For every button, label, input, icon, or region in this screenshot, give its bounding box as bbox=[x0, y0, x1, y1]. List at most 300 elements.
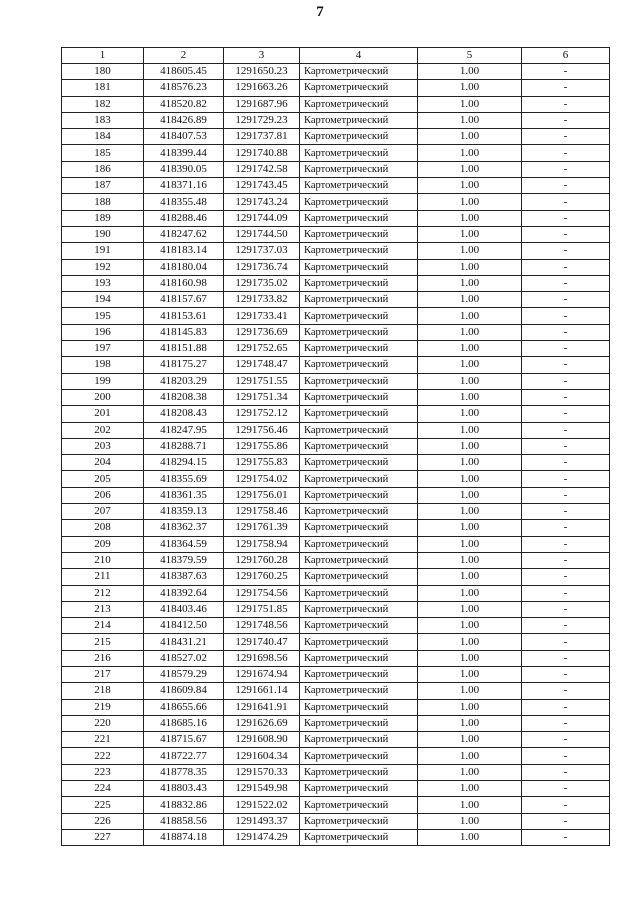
method-cell: Картометрический bbox=[300, 112, 418, 128]
table-row bbox=[62, 715, 610, 731]
y-coordinate-cell: 1291751.85 bbox=[224, 601, 300, 617]
point-number-cell: 214 bbox=[62, 618, 144, 634]
note-cell: - bbox=[522, 455, 610, 471]
table-row bbox=[62, 373, 610, 389]
method-cell: Картометрический bbox=[300, 129, 418, 145]
precision-cell: 1.00 bbox=[418, 226, 522, 242]
table-row bbox=[62, 178, 610, 194]
point-number-cell: 197 bbox=[62, 341, 144, 357]
point-number-cell: 221 bbox=[62, 732, 144, 748]
method-cell: Картометрический bbox=[300, 178, 418, 194]
y-coordinate-cell: 1291687.96 bbox=[224, 96, 300, 112]
method-cell: Картометрический bbox=[300, 683, 418, 699]
note-cell: - bbox=[522, 406, 610, 422]
precision-cell: 1.00 bbox=[418, 292, 522, 308]
table-row bbox=[62, 797, 610, 813]
point-number-cell: 183 bbox=[62, 112, 144, 128]
x-coordinate-cell: 418874.18 bbox=[144, 829, 224, 845]
precision-cell: 1.00 bbox=[418, 357, 522, 373]
point-number-cell: 215 bbox=[62, 634, 144, 650]
x-coordinate-cell: 418778.35 bbox=[144, 764, 224, 780]
table-row bbox=[62, 455, 610, 471]
table-row bbox=[62, 601, 610, 617]
column-header: 2 bbox=[144, 48, 224, 64]
table-row bbox=[62, 406, 610, 422]
x-coordinate-cell: 418288.71 bbox=[144, 438, 224, 454]
method-cell: Картометрический bbox=[300, 389, 418, 405]
table-row bbox=[62, 243, 610, 259]
point-number-cell: 190 bbox=[62, 226, 144, 242]
precision-cell: 1.00 bbox=[418, 650, 522, 666]
point-number-cell: 189 bbox=[62, 210, 144, 226]
note-cell: - bbox=[522, 715, 610, 731]
method-cell: Картометрический bbox=[300, 226, 418, 242]
precision-cell: 1.00 bbox=[418, 504, 522, 520]
note-cell: - bbox=[522, 699, 610, 715]
table-row bbox=[62, 585, 610, 601]
note-cell: - bbox=[522, 748, 610, 764]
method-cell: Картометрический bbox=[300, 275, 418, 291]
table-row bbox=[62, 732, 610, 748]
y-coordinate-cell: 1291748.47 bbox=[224, 357, 300, 373]
point-number-cell: 223 bbox=[62, 764, 144, 780]
x-coordinate-cell: 418371.16 bbox=[144, 178, 224, 194]
method-cell: Картометрический bbox=[300, 357, 418, 373]
x-coordinate-cell: 418803.43 bbox=[144, 781, 224, 797]
y-coordinate-cell: 1291737.81 bbox=[224, 129, 300, 145]
note-cell: - bbox=[522, 569, 610, 585]
precision-cell: 1.00 bbox=[418, 569, 522, 585]
note-cell: - bbox=[522, 145, 610, 161]
y-coordinate-cell: 1291755.86 bbox=[224, 438, 300, 454]
precision-cell: 1.00 bbox=[418, 683, 522, 699]
point-number-cell: 204 bbox=[62, 455, 144, 471]
y-coordinate-cell: 1291608.90 bbox=[224, 732, 300, 748]
note-cell: - bbox=[522, 536, 610, 552]
y-coordinate-cell: 1291737.03 bbox=[224, 243, 300, 259]
y-coordinate-cell: 1291743.24 bbox=[224, 194, 300, 210]
precision-cell: 1.00 bbox=[418, 112, 522, 128]
table-row bbox=[62, 471, 610, 487]
table-row bbox=[62, 422, 610, 438]
precision-cell: 1.00 bbox=[418, 210, 522, 226]
method-cell: Картометрический bbox=[300, 552, 418, 568]
x-coordinate-cell: 418715.67 bbox=[144, 732, 224, 748]
table-row bbox=[62, 64, 610, 80]
method-cell: Картометрический bbox=[300, 764, 418, 780]
point-number-cell: 216 bbox=[62, 650, 144, 666]
y-coordinate-cell: 1291760.28 bbox=[224, 552, 300, 568]
note-cell: - bbox=[522, 373, 610, 389]
x-coordinate-cell: 418655.66 bbox=[144, 699, 224, 715]
x-coordinate-cell: 418247.95 bbox=[144, 422, 224, 438]
note-cell: - bbox=[522, 226, 610, 242]
table-row bbox=[62, 699, 610, 715]
note-cell: - bbox=[522, 341, 610, 357]
table-row bbox=[62, 129, 610, 145]
note-cell: - bbox=[522, 634, 610, 650]
point-number-cell: 181 bbox=[62, 80, 144, 96]
method-cell: Картометрический bbox=[300, 455, 418, 471]
x-coordinate-cell: 418412.50 bbox=[144, 618, 224, 634]
method-cell: Картометрический bbox=[300, 569, 418, 585]
table-row bbox=[62, 259, 610, 275]
x-coordinate-cell: 418403.46 bbox=[144, 601, 224, 617]
x-coordinate-cell: 418151.88 bbox=[144, 341, 224, 357]
method-cell: Картометрический bbox=[300, 732, 418, 748]
method-cell: Картометрический bbox=[300, 829, 418, 845]
x-coordinate-cell: 418399.44 bbox=[144, 145, 224, 161]
method-cell: Картометрический bbox=[300, 80, 418, 96]
precision-cell: 1.00 bbox=[418, 178, 522, 194]
precision-cell: 1.00 bbox=[418, 308, 522, 324]
table-row bbox=[62, 748, 610, 764]
note-cell: - bbox=[522, 308, 610, 324]
x-coordinate-cell: 418247.62 bbox=[144, 226, 224, 242]
point-number-cell: 201 bbox=[62, 406, 144, 422]
precision-cell: 1.00 bbox=[418, 797, 522, 813]
method-cell: Картометрический bbox=[300, 471, 418, 487]
table-row bbox=[62, 308, 610, 324]
note-cell: - bbox=[522, 666, 610, 682]
note-cell: - bbox=[522, 422, 610, 438]
table-row bbox=[62, 112, 610, 128]
precision-cell: 1.00 bbox=[418, 145, 522, 161]
precision-cell: 1.00 bbox=[418, 536, 522, 552]
x-coordinate-cell: 418392.64 bbox=[144, 585, 224, 601]
note-cell: - bbox=[522, 732, 610, 748]
x-coordinate-cell: 418180.04 bbox=[144, 259, 224, 275]
point-number-cell: 225 bbox=[62, 797, 144, 813]
point-number-cell: 188 bbox=[62, 194, 144, 210]
y-coordinate-cell: 1291758.46 bbox=[224, 504, 300, 520]
note-cell: - bbox=[522, 829, 610, 845]
y-coordinate-cell: 1291474.29 bbox=[224, 829, 300, 845]
note-cell: - bbox=[522, 650, 610, 666]
method-cell: Картометрический bbox=[300, 601, 418, 617]
y-coordinate-cell: 1291742.58 bbox=[224, 161, 300, 177]
x-coordinate-cell: 418208.43 bbox=[144, 406, 224, 422]
point-number-cell: 184 bbox=[62, 129, 144, 145]
note-cell: - bbox=[522, 243, 610, 259]
y-coordinate-cell: 1291729.23 bbox=[224, 112, 300, 128]
table-row bbox=[62, 96, 610, 112]
x-coordinate-cell: 418203.29 bbox=[144, 373, 224, 389]
method-cell: Картометрический bbox=[300, 243, 418, 259]
point-number-cell: 224 bbox=[62, 781, 144, 797]
note-cell: - bbox=[522, 292, 610, 308]
note-cell: - bbox=[522, 520, 610, 536]
table-row bbox=[62, 666, 610, 682]
x-coordinate-cell: 418145.83 bbox=[144, 324, 224, 340]
method-cell: Картометрический bbox=[300, 813, 418, 829]
note-cell: - bbox=[522, 504, 610, 520]
column-header: 5 bbox=[418, 48, 522, 64]
x-coordinate-cell: 418390.05 bbox=[144, 161, 224, 177]
method-cell: Картометрический bbox=[300, 634, 418, 650]
y-coordinate-cell: 1291748.56 bbox=[224, 618, 300, 634]
precision-cell: 1.00 bbox=[418, 634, 522, 650]
precision-cell: 1.00 bbox=[418, 96, 522, 112]
y-coordinate-cell: 1291740.47 bbox=[224, 634, 300, 650]
point-number-cell: 218 bbox=[62, 683, 144, 699]
precision-cell: 1.00 bbox=[418, 585, 522, 601]
method-cell: Картометрический bbox=[300, 666, 418, 682]
y-coordinate-cell: 1291733.41 bbox=[224, 308, 300, 324]
point-number-cell: 191 bbox=[62, 243, 144, 259]
y-coordinate-cell: 1291674.94 bbox=[224, 666, 300, 682]
point-number-cell: 200 bbox=[62, 389, 144, 405]
method-cell: Картометрический bbox=[300, 422, 418, 438]
table-row bbox=[62, 618, 610, 634]
column-header: 3 bbox=[224, 48, 300, 64]
point-number-cell: 206 bbox=[62, 487, 144, 503]
method-cell: Картометрический bbox=[300, 748, 418, 764]
method-cell: Картометрический bbox=[300, 585, 418, 601]
table-row bbox=[62, 683, 610, 699]
table-row bbox=[62, 357, 610, 373]
x-coordinate-cell: 418858.56 bbox=[144, 813, 224, 829]
precision-cell: 1.00 bbox=[418, 601, 522, 617]
page-number: 7 bbox=[316, 4, 324, 20]
note-cell: - bbox=[522, 552, 610, 568]
method-cell: Картометрический bbox=[300, 699, 418, 715]
point-number-cell: 196 bbox=[62, 324, 144, 340]
y-coordinate-cell: 1291736.69 bbox=[224, 324, 300, 340]
point-number-cell: 227 bbox=[62, 829, 144, 845]
method-cell: Картометрический bbox=[300, 96, 418, 112]
y-coordinate-cell: 1291661.14 bbox=[224, 683, 300, 699]
point-number-cell: 210 bbox=[62, 552, 144, 568]
table-row bbox=[62, 569, 610, 585]
y-coordinate-cell: 1291754.56 bbox=[224, 585, 300, 601]
y-coordinate-cell: 1291752.12 bbox=[224, 406, 300, 422]
precision-cell: 1.00 bbox=[418, 471, 522, 487]
table-row bbox=[62, 324, 610, 340]
y-coordinate-cell: 1291522.02 bbox=[224, 797, 300, 813]
y-coordinate-cell: 1291663.26 bbox=[224, 80, 300, 96]
method-cell: Картометрический bbox=[300, 308, 418, 324]
precision-cell: 1.00 bbox=[418, 552, 522, 568]
y-coordinate-cell: 1291755.83 bbox=[224, 455, 300, 471]
table-row bbox=[62, 389, 610, 405]
precision-cell: 1.00 bbox=[418, 129, 522, 145]
table-row bbox=[62, 504, 610, 520]
method-cell: Картометрический bbox=[300, 210, 418, 226]
method-cell: Картометрический bbox=[300, 259, 418, 275]
method-cell: Картометрический bbox=[300, 64, 418, 80]
precision-cell: 1.00 bbox=[418, 455, 522, 471]
note-cell: - bbox=[522, 585, 610, 601]
y-coordinate-cell: 1291641.91 bbox=[224, 699, 300, 715]
method-cell: Картометрический bbox=[300, 618, 418, 634]
point-number-cell: 213 bbox=[62, 601, 144, 617]
note-cell: - bbox=[522, 64, 610, 80]
point-number-cell: 199 bbox=[62, 373, 144, 389]
note-cell: - bbox=[522, 683, 610, 699]
column-header: 1 bbox=[62, 48, 144, 64]
precision-cell: 1.00 bbox=[418, 666, 522, 682]
x-coordinate-cell: 418355.69 bbox=[144, 471, 224, 487]
precision-cell: 1.00 bbox=[418, 259, 522, 275]
point-number-cell: 220 bbox=[62, 715, 144, 731]
method-cell: Картометрический bbox=[300, 324, 418, 340]
x-coordinate-cell: 418379.59 bbox=[144, 552, 224, 568]
point-number-cell: 194 bbox=[62, 292, 144, 308]
note-cell: - bbox=[522, 96, 610, 112]
note-cell: - bbox=[522, 210, 610, 226]
precision-cell: 1.00 bbox=[418, 813, 522, 829]
table-row bbox=[62, 813, 610, 829]
method-cell: Картометрический bbox=[300, 520, 418, 536]
method-cell: Картометрический bbox=[300, 715, 418, 731]
x-coordinate-cell: 418527.02 bbox=[144, 650, 224, 666]
y-coordinate-cell: 1291752.65 bbox=[224, 341, 300, 357]
note-cell: - bbox=[522, 781, 610, 797]
y-coordinate-cell: 1291751.55 bbox=[224, 373, 300, 389]
method-cell: Картометрический bbox=[300, 781, 418, 797]
y-coordinate-cell: 1291549.98 bbox=[224, 781, 300, 797]
note-cell: - bbox=[522, 438, 610, 454]
note-cell: - bbox=[522, 618, 610, 634]
table-row bbox=[62, 552, 610, 568]
precision-cell: 1.00 bbox=[418, 520, 522, 536]
point-number-cell: 209 bbox=[62, 536, 144, 552]
method-cell: Картометрический bbox=[300, 194, 418, 210]
note-cell: - bbox=[522, 797, 610, 813]
point-number-cell: 198 bbox=[62, 357, 144, 373]
y-coordinate-cell: 1291744.09 bbox=[224, 210, 300, 226]
x-coordinate-cell: 418361.35 bbox=[144, 487, 224, 503]
method-cell: Картометрический bbox=[300, 161, 418, 177]
x-coordinate-cell: 418294.15 bbox=[144, 455, 224, 471]
point-number-cell: 185 bbox=[62, 145, 144, 161]
method-cell: Картометрический bbox=[300, 438, 418, 454]
note-cell: - bbox=[522, 275, 610, 291]
note-cell: - bbox=[522, 487, 610, 503]
table-row bbox=[62, 275, 610, 291]
table-row bbox=[62, 520, 610, 536]
table-body bbox=[62, 48, 610, 846]
method-cell: Картометрический bbox=[300, 292, 418, 308]
method-cell: Картометрический bbox=[300, 797, 418, 813]
y-coordinate-cell: 1291754.02 bbox=[224, 471, 300, 487]
note-cell: - bbox=[522, 194, 610, 210]
point-number-cell: 222 bbox=[62, 748, 144, 764]
precision-cell: 1.00 bbox=[418, 732, 522, 748]
point-number-cell: 193 bbox=[62, 275, 144, 291]
table-row bbox=[62, 210, 610, 226]
precision-cell: 1.00 bbox=[418, 422, 522, 438]
table-row bbox=[62, 80, 610, 96]
method-cell: Картометрический bbox=[300, 650, 418, 666]
point-number-cell: 205 bbox=[62, 471, 144, 487]
y-coordinate-cell: 1291743.45 bbox=[224, 178, 300, 194]
y-coordinate-cell: 1291758.94 bbox=[224, 536, 300, 552]
precision-cell: 1.00 bbox=[418, 715, 522, 731]
y-coordinate-cell: 1291650.23 bbox=[224, 64, 300, 80]
note-cell: - bbox=[522, 178, 610, 194]
point-number-cell: 195 bbox=[62, 308, 144, 324]
note-cell: - bbox=[522, 764, 610, 780]
precision-cell: 1.00 bbox=[418, 487, 522, 503]
y-coordinate-cell: 1291604.34 bbox=[224, 748, 300, 764]
precision-cell: 1.00 bbox=[418, 829, 522, 845]
table-row bbox=[62, 161, 610, 177]
method-cell: Картометрический bbox=[300, 373, 418, 389]
note-cell: - bbox=[522, 129, 610, 145]
table-row bbox=[62, 650, 610, 666]
table-header-row bbox=[62, 48, 610, 64]
method-cell: Картометрический bbox=[300, 341, 418, 357]
point-number-cell: 180 bbox=[62, 64, 144, 80]
precision-cell: 1.00 bbox=[418, 373, 522, 389]
method-cell: Картометрический bbox=[300, 504, 418, 520]
y-coordinate-cell: 1291756.01 bbox=[224, 487, 300, 503]
point-number-cell: 192 bbox=[62, 259, 144, 275]
precision-cell: 1.00 bbox=[418, 194, 522, 210]
precision-cell: 1.00 bbox=[418, 406, 522, 422]
precision-cell: 1.00 bbox=[418, 341, 522, 357]
x-coordinate-cell: 418426.89 bbox=[144, 112, 224, 128]
x-coordinate-cell: 418157.67 bbox=[144, 292, 224, 308]
x-coordinate-cell: 418362.37 bbox=[144, 520, 224, 536]
precision-cell: 1.00 bbox=[418, 64, 522, 80]
x-coordinate-cell: 418183.14 bbox=[144, 243, 224, 259]
x-coordinate-cell: 418355.48 bbox=[144, 194, 224, 210]
y-coordinate-cell: 1291570.33 bbox=[224, 764, 300, 780]
point-number-cell: 217 bbox=[62, 666, 144, 682]
note-cell: - bbox=[522, 471, 610, 487]
y-coordinate-cell: 1291760.25 bbox=[224, 569, 300, 585]
table-row bbox=[62, 536, 610, 552]
table-row bbox=[62, 438, 610, 454]
x-coordinate-cell: 418576.23 bbox=[144, 80, 224, 96]
table-row bbox=[62, 764, 610, 780]
point-number-cell: 226 bbox=[62, 813, 144, 829]
precision-cell: 1.00 bbox=[418, 438, 522, 454]
point-number-cell: 219 bbox=[62, 699, 144, 715]
note-cell: - bbox=[522, 389, 610, 405]
precision-cell: 1.00 bbox=[418, 699, 522, 715]
note-cell: - bbox=[522, 357, 610, 373]
point-number-cell: 203 bbox=[62, 438, 144, 454]
y-coordinate-cell: 1291756.46 bbox=[224, 422, 300, 438]
x-coordinate-cell: 418288.46 bbox=[144, 210, 224, 226]
table-row bbox=[62, 145, 610, 161]
x-coordinate-cell: 418520.82 bbox=[144, 96, 224, 112]
table-row bbox=[62, 341, 610, 357]
y-coordinate-cell: 1291698.56 bbox=[224, 650, 300, 666]
x-coordinate-cell: 418407.53 bbox=[144, 129, 224, 145]
x-coordinate-cell: 418431.21 bbox=[144, 634, 224, 650]
x-coordinate-cell: 418160.98 bbox=[144, 275, 224, 291]
note-cell: - bbox=[522, 259, 610, 275]
x-coordinate-cell: 418605.45 bbox=[144, 64, 224, 80]
table-row bbox=[62, 487, 610, 503]
y-coordinate-cell: 1291751.34 bbox=[224, 389, 300, 405]
x-coordinate-cell: 418832.86 bbox=[144, 797, 224, 813]
y-coordinate-cell: 1291736.74 bbox=[224, 259, 300, 275]
coordinates-table bbox=[61, 47, 610, 846]
point-number-cell: 202 bbox=[62, 422, 144, 438]
precision-cell: 1.00 bbox=[418, 161, 522, 177]
x-coordinate-cell: 418208.38 bbox=[144, 389, 224, 405]
precision-cell: 1.00 bbox=[418, 389, 522, 405]
x-coordinate-cell: 418579.29 bbox=[144, 666, 224, 682]
precision-cell: 1.00 bbox=[418, 243, 522, 259]
point-number-cell: 187 bbox=[62, 178, 144, 194]
